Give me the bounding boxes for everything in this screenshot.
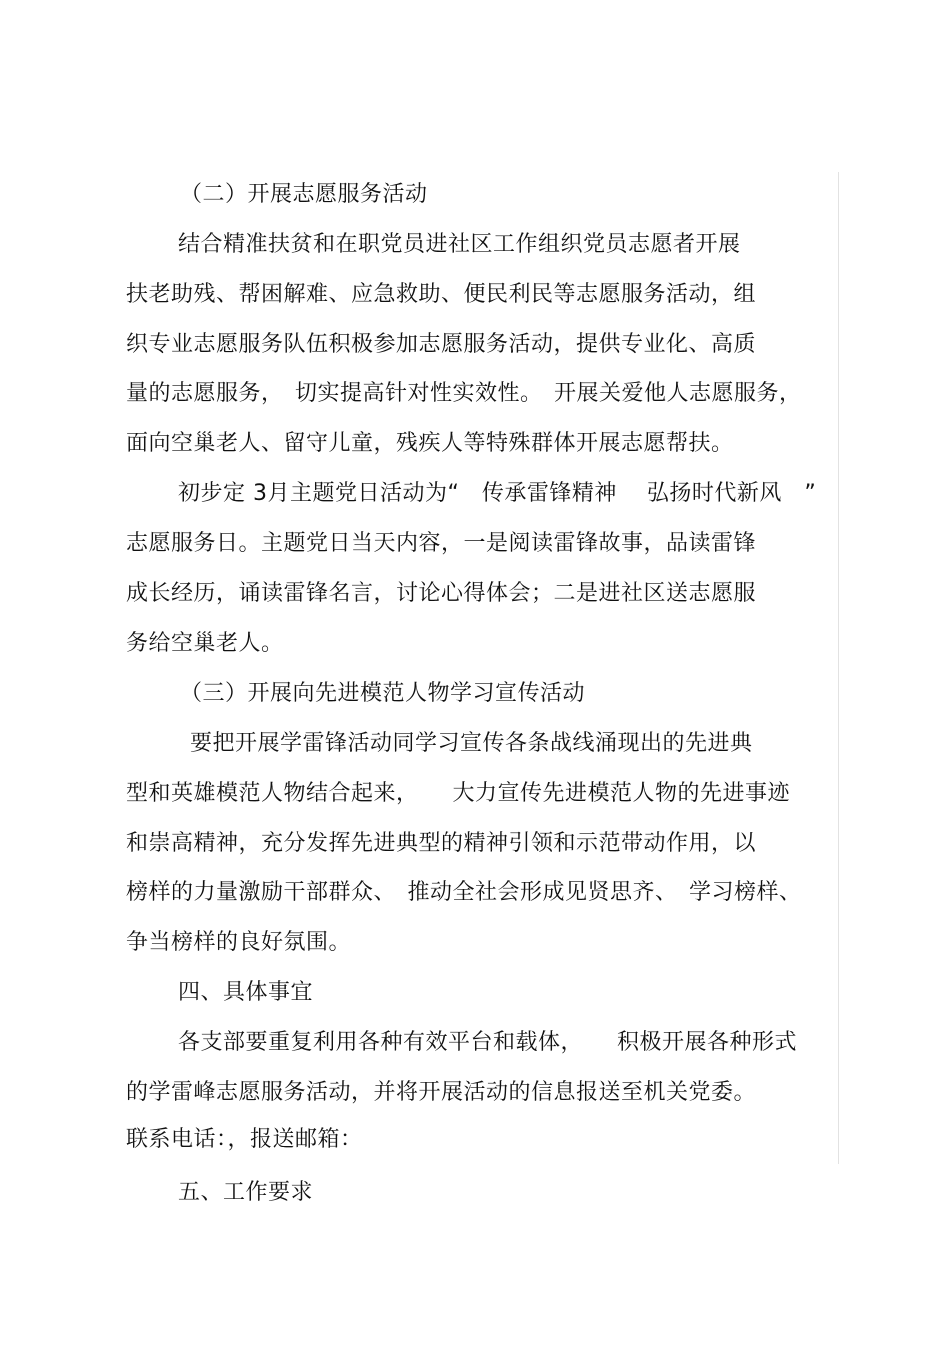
paragraph-line: 务给空巢老人。: [126, 631, 284, 656]
contact-line: 联系电话：，报送邮箱：: [126, 1127, 363, 1152]
paragraph-line: 面向空巢老人、留守儿童，残疾人等特殊群体开展志愿帮扶。: [126, 431, 734, 456]
section-heading-specific-matters: 四、具体事宜: [178, 980, 314, 1005]
paragraph-line: 成长经历，诵读雷锋名言，讨论心得体会；二是进社区送志愿服: [126, 581, 757, 606]
paragraph-line: 榜样的力量激励干部群众、 推动全社会形成见贤思齐、 学习榜样、: [126, 880, 802, 905]
paragraph-line: 量的志愿服务， 切实提高针对性实效性。 开展关爱他人志愿服务，: [126, 381, 802, 406]
section-heading-volunteer-service: （二）开展志愿服务活动: [180, 182, 428, 207]
paragraph-line: 要把开展学雷锋活动同学习宣传各条战线涌现出的先进典: [190, 731, 753, 756]
paragraph-line: 扶老助残、帮困解难、应急救助、便民利民等志愿服务活动，组: [126, 282, 757, 307]
section-heading-work-requirements: 五、工作要求: [178, 1180, 314, 1205]
paragraph-line: 和崇高精神，充分发挥先进典型的精神引领和示范带动作用，以: [126, 831, 757, 856]
paragraph-line: 初步定 3月主题党日活动为“ 传承雷锋精神 弘扬时代新风 ”: [178, 481, 817, 506]
paragraph-line: 争当榜样的良好氛围。: [126, 930, 352, 955]
paragraph-line: 织专业志愿服务队伍积极参加志愿服务活动，提供专业化、高质: [126, 332, 757, 357]
paragraph-line: 志愿服务日。主题党日当天内容，一是阅读雷锋故事，品读雷锋: [126, 531, 757, 556]
paragraph-line: 的学雷峰志愿服务活动，并将开展活动的信息报送至机关党委。: [126, 1080, 757, 1105]
paragraph-line: 型和英雄模范人物结合起来， 大力宣传先进模范人物的先进事迹: [126, 781, 791, 806]
section-heading-role-models: （三）开展向先进模范人物学习宣传活动: [180, 681, 586, 706]
paragraph-line: 各支部要重复利用各种有效平台和载体， 积极开展各种形式: [178, 1030, 798, 1055]
margin-rule: [838, 172, 839, 1164]
paragraph-line: 结合精准扶贫和在职党员进社区工作组织党员志愿者开展: [178, 232, 741, 257]
